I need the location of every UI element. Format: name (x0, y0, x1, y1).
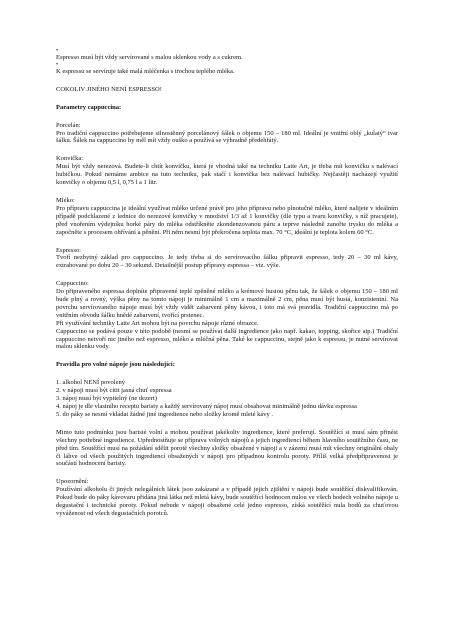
porcelain-text: Pro tradiční cappuccino potřebujeme silnostěnný porcelánový šálek o objemu 150 – 180 ml. Ideální je vnitřní oblý „kulatý“ tvar šálku. Šálek na cappuccino by měl mít vždy ouško a používá se výhradně předehřátý. (56, 129, 398, 145)
rule-item: 5. do páky se nesmí vkládat žádné jiné ingredience nebo složky kromě mleté kávy . (56, 410, 273, 418)
espresso-text: Tvoří nezbytný základ pro cappuccino. Je tedy třeba si do servírovacího šálku připravit espresso, tedy 20 – 30 ml kávy, extrahované po dobu 20 – 30 sekund. Detailnější postup přípravy espressa – viz. výše. (56, 254, 398, 270)
jug-title: Konvička: (56, 155, 84, 163)
bullet-marker: • (56, 61, 59, 68)
rule-item: 3. nápoj musí být vypitelný (ne dezert) (56, 395, 157, 403)
rule-item: 4. nápoj je dle vlastního receptu baristy a každý servírovaný nápoj musí obsahovat minimálně jednu dávku espressa (56, 403, 357, 410)
intro-line-water: Espresso musí být vždy servírované s malou sklenkou vody a s cukrem. (56, 54, 243, 61)
notice-text: Používání alkoholu či jiných nelegálních látek jsou zakázané a v případě jejich zjištění v nápoji bude soutěžící diskvalifikován. Pokud bude do páky kávovaru přidána jiná látka než mletá kávy, bude soutěžící hodnocen nulou ve všech bodech volného nápoje u degustační i technické poroty. Pokud nebude v nápoji obsažené celé jedno espresso, získá soutěžící nula bodů za chuťovou vyváženost od všech degustačních porotců. (56, 486, 398, 517)
notice-title: Upozornění: (56, 478, 89, 486)
intro-line-milk: K espressu se servíruje také malá mléčenka s trochou teplého mléka. (56, 67, 235, 75)
rules-heading-text: Pravidla pro volné nápoje jsou následující: (56, 361, 175, 369)
bullet-marker: • (56, 48, 59, 54)
rules-heading (56, 361, 398, 369)
cappuccino-text: Do připraveného espressa doplníte připravené teplé zpěněné mléko a krémové hustou pěnu tak, že šálek o objemu 150 – 180 ml bude plný a rovný, výška pěny na tomto nápoji je minimálně 1 cm a maximálně 2 cm, pěna musí být hustá, konzistentní. Na povrchu servírovaného nápoje musí být vždy vidět zabarvení pěny kávou, i toto má svá pravidla. Tradiční cappuccino má po vnitřním obvodu šálku hnědé zabarvení, tvořící prstenec. (56, 288, 398, 319)
rules-paragraph: Mimo tuto podmínku jsou baristé volní a mohou používat jakékoliv ingredience, které preferují. Soutěžící si musí sám přinést všechny potřebné ingredience. Upřednostňuje se příprava volných nápojů a jejich ingrediencí během hlavního soutěžního času, ne před tím. Soutěžící musí na požádání sdělit porotě všechny složky obsažené v nápoji a v zázemí musí mít všechny originální obaly či láhve od všech použitých ingrediencí obsažených v nápoji pro případnou kontrolu poroty. Příliš velká předpřipravenost je součástí hodnocení baristy. (56, 428, 398, 468)
cappuccino-title: Cappuccino: (56, 280, 89, 288)
params-heading (56, 104, 398, 112)
cappuccino-latte-art: Při využívání techniky Latte Art mohou být na povrchu nápoje různé obrazce. (56, 319, 259, 327)
rule-item: 2. v nápoji musí být cítit jasná chuť espressa (56, 387, 172, 395)
milk-title: Mléko: (56, 196, 75, 204)
jug-text: Musí být vždy nerezová. Budete-li chtít konvičku, která je vhodná také na techniku Latte Art, je třeba mít konvičku s nalévací hubičkou. Pokud nemáme ambice na tuto techniku, pak stačí i konvička bez nalévací hubičky. Nejčastěji nacházejí využití konvičky o objemu 0,5 l, 0,75 l a 1 litr. (56, 163, 398, 187)
cappuccino-serving: Cappuccino se podává pouze v této podobě (nesmí se používat další ingredience jako např. kakao, topping, skořice atp.) Tradiční cappuccino netvoří nic jiného než espresso, mléko a mléčná pěna. Také ke cappuccinu, stejně jako k espressu, je nutné servírovat malou sklenku vody. (56, 327, 398, 351)
params-heading-text: Parametry cappuccina: (56, 103, 122, 111)
espresso-title: Espresso: (56, 246, 81, 254)
document-body (56, 48, 398, 518)
rules-list (56, 379, 398, 419)
rule-item: 1. alkohol NENÍ povolený (56, 379, 125, 387)
porcelain-title: Porcelán: (56, 121, 81, 129)
milk-text: Pro přípravu cappuccina je ideální využívat mléko určené právě pro jeho přípravu nebo plnotučné mléko, které nalijete v ideálním případě podchlazené z lednice do nerezové konvičky v množství 1/3 až 1 konvičky (dle typu a tvaru konvičky, s níž pracujete), před vnořením výdejníku horké páry do mléka odstříkněte zkondenzovanou páru a teprve následně zanořte trysku do mléka a započněte s procesem ohřívání a pěnění. Při něm nesmí být překročena teplota max. 70 °C, ideální je teplota kolem 60 °C. (56, 204, 398, 236)
espresso-warning: COKOLIV JINÉHO NENÍ ESPRESSO! (56, 85, 162, 93)
